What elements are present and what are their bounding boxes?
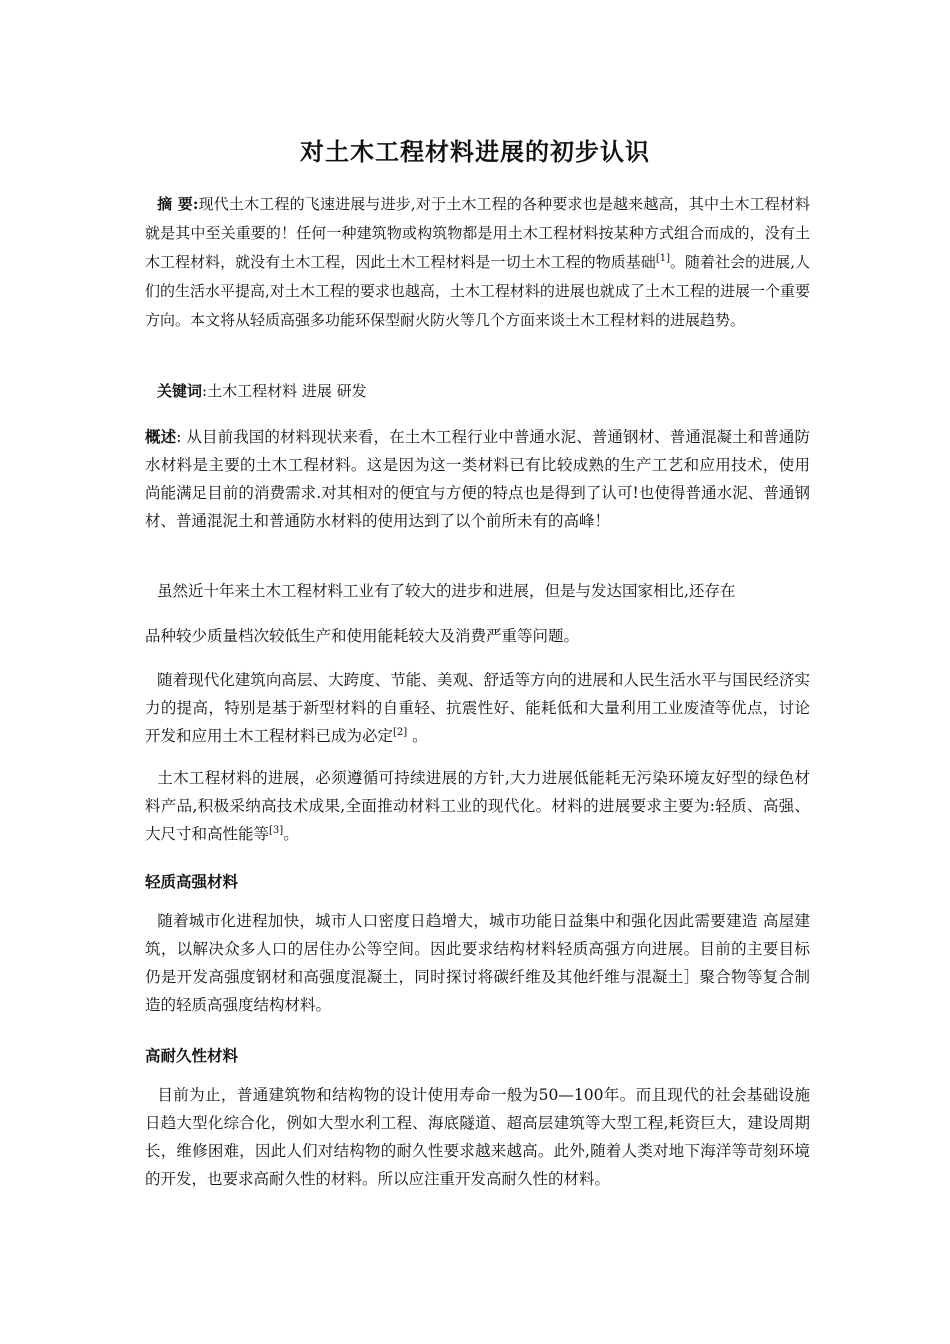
paragraph-sustainability [145, 764, 810, 848]
paragraph-text: 虽然近十年来土木工程材料工业有了较大的进步和进展，但是与发达国家相比,还存在 [157, 582, 736, 600]
paragraph-durability [145, 1081, 810, 1193]
citation-ref: [3] [269, 825, 284, 836]
paragraph-text: 土木工程材料的进展，必须遵循可持续进展的方针,大力进展低能耗无污染环境友好型的绿色材料产品,积极采纳高技术成果,全面推动材料工业的现代化。材料的进展要求主要为:轻质、高强、大尺寸和高性能等 [145, 769, 810, 843]
document-title: 对土木工程材料进展的初步认识 [300, 137, 650, 166]
keywords-label: 关键词 [157, 382, 203, 400]
keywords-line [145, 377, 810, 405]
citation-ref: [1] [655, 253, 670, 264]
overview-text: : 从目前我国的材料现状来看，在土木工程行业中普通水泥、普通钢材、普通混凝土和普通防水材料是主要的土木工程材料。这是因为这一类材料已有比较成熟的生产工艺和应用技术，使用尚能满足目前的消费需求.对其相对的便宜与方便的特点也是得到了认可!也使得普通水泥、普通钢材、普通混泥土和普通防水材料的使用达到了以个前所未有的高峰！ [145, 428, 810, 530]
paragraph-text: 随着现代化建筑向高层、大跨度、节能、美观、舒适等方向的进展和人民生活水平与国民经济实力的提高，特别是基于新型材料的自重轻、抗震性好、能耗低和大量利用工业废渣等优点，讨论开发和应用土木工程材料已成为必定 [145, 671, 810, 745]
paragraph-tail: 。 [407, 727, 428, 745]
keywords-text: :土木工程材料 进展 研发 [202, 382, 367, 400]
paragraph-text: 目前为止，普通建筑物和结构物的设计使用寿命一般为50—100年。而且现代的社会基础设施日趋大型化综合化，例如大型水利工程、海底隧道、超高层建筑等大型工程,耗资巨大，建设周期长，维修困难，因此人们对结构物的耐久性要求越来越高。此外,随着人类对地下海洋等苛刻环境的开发，也要求高耐久性的材料。所以应注重开发高耐久性的材料。 [145, 1086, 810, 1188]
paragraph-light-strong [145, 907, 810, 1019]
paragraph-progress-line1 [145, 577, 810, 605]
abstract-label: 摘 要: [157, 195, 199, 213]
overview-label: 概述 [145, 427, 177, 446]
overview-paragraph [145, 423, 810, 535]
abstract-text-continued: 。随着社会的进展,人们的生活水平提高,对土木工程的要求也越高，土木工程材料的进展也就成了土木工程的进展一个重要方向。本文将从轻质高强多功能环保型耐火防火等几个方面来谈土木工程材料的进展趋势。 [145, 253, 810, 329]
section-heading-durability: 高耐久性材料 [145, 1046, 239, 1065]
abstract-paragraph [145, 190, 810, 335]
citation-ref: [2] [393, 727, 408, 738]
paragraph-progress-line2: 品种较少质量档次较低生产和使用能耗较大及消费严重等问题。 [145, 627, 580, 645]
paragraph-modernization [145, 666, 810, 750]
paragraph-text: 随着城市化进程加快，城市人口密度日趋增大，城市功能日益集中和强化因此需要建造 高屋建筑，以解决众多人口的居住办公等空间。因此要求结构材料轻质高强方向进展。目前的主要目标仍是开发高强度钢材和高强度混凝土，同时探讨将碳纤维及其他纤维与混凝土］聚合物等复合制造的轻质高强度结构材料。 [145, 912, 810, 1014]
section-heading-light-strong: 轻质高强材料 [145, 872, 239, 891]
paragraph-tail: 。 [283, 825, 299, 843]
abstract-text: 现代土木工程的飞速进展与进步,对于土木工程的各种要求也是越来越高，其中土木工程材料就是其中至关重要的！任何一种建筑物或构筑物都是用土木工程材料按某种方式组合而成的，没有土木工程材料，就没有土木工程，因此土木工程材料是一切土木工程的物质基础 [145, 195, 811, 271]
